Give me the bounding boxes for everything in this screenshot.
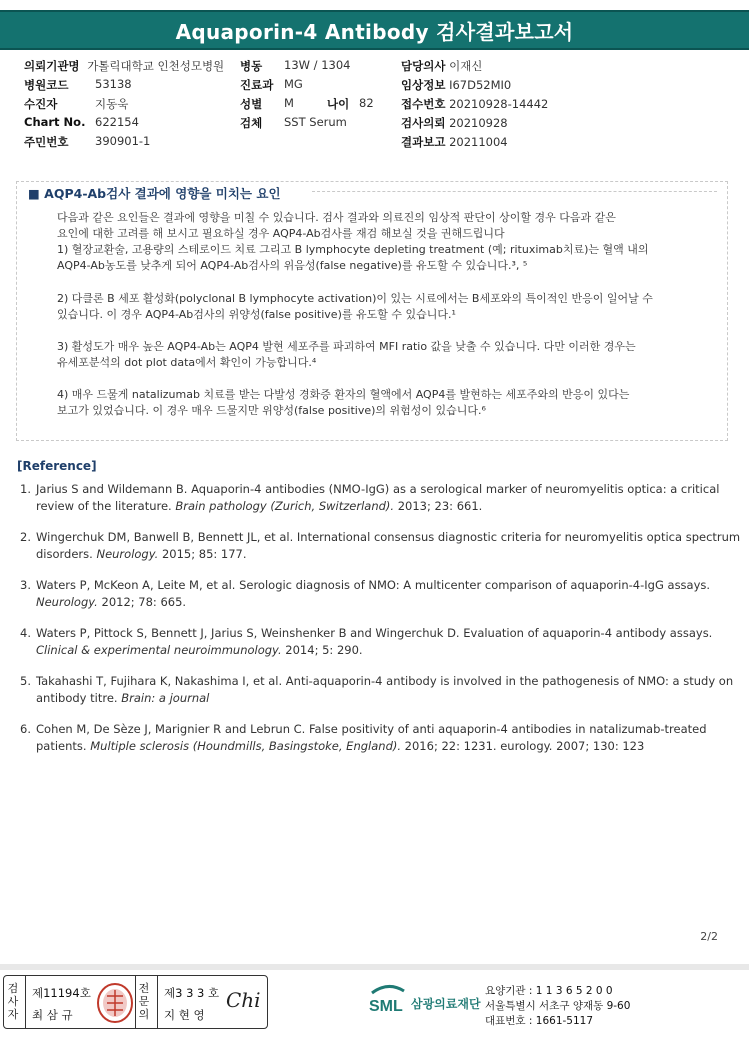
reference-journal: Neurology. [36, 595, 98, 609]
label-requesting-institution: 의뢰기관명 [24, 59, 80, 73]
label-hospital-code: 병원코드 [24, 78, 69, 92]
reference-authors-title: Jarius S and Wildemann B. Aquaporin-4 antibodies (NMO-IgG) as a serological marker of neuromyelitis optica: a critical review of the literature. [36, 482, 720, 513]
notes-item-2 [57, 291, 717, 323]
value-specimen: SST Serum [284, 115, 347, 129]
reference-journal: Neurology. [96, 547, 159, 561]
label-department: 진료과 [240, 78, 274, 92]
signature-box [3, 975, 268, 1029]
reference-text [36, 625, 745, 659]
reference-authors-title: Takahashi T, Fujihara K, Nakashima I, et al. Anti-aquaporin-4 antibody is involved in the pathogenesis of NMO: a study on antibody titre. [36, 674, 734, 705]
references-title: [Reference] [17, 459, 97, 473]
reference-number: 6. [20, 722, 31, 736]
reference-number: 2. [20, 530, 31, 544]
info-row-2-col-3 [401, 77, 511, 93]
value-age: 82 [359, 96, 374, 110]
reference-text [36, 481, 745, 515]
contact-line: 요양기관 : 1 1 3 6 5 2 0 0 [485, 985, 613, 997]
label-receipt-no: 접수번호 [401, 97, 446, 111]
label-chart-no: Chart No. [24, 115, 86, 129]
notes-item-3-line: 3) 활성도가 매우 높은 AQP4-Ab는 AQP4 발현 세포주를 파괴하여 MFI ratio 값을 낮출 수 있습니다. 다만 이러한 경우는 [57, 340, 636, 353]
divider [135, 976, 136, 1028]
contact-line: 대표번호 : 1661-5117 [485, 1015, 594, 1027]
section-divider [312, 191, 717, 192]
label-resident-no: 주민번호 [24, 135, 69, 149]
info-row-1-col-2 [240, 58, 351, 74]
value-ward: 13W / 1304 [284, 58, 351, 72]
reference-text [36, 721, 745, 755]
label-sex: 성별 [240, 97, 263, 111]
logo-text: SML [369, 998, 403, 1015]
notes-intro-line: 요인에 대한 고려를 해 보시고 필요하실 경우 AQP4-Ab검사를 재검 해보실 것을 권해드립니다 [57, 227, 505, 240]
reference-text [36, 577, 745, 611]
examiner-label-text: 검사자 [7, 982, 19, 1021]
notes-item-1-line: AQP4-Ab농도를 낮추게 되어 AQP4-Ab검사의 위음성(false negative)를 유도할 수 있습니다.³, ⁵ [57, 259, 528, 272]
info-row-4-col-3 [401, 115, 508, 131]
info-row-5-col-3 [401, 134, 508, 150]
reference-text [36, 529, 745, 563]
specialist-license-no: 제3 3 3 호 [164, 986, 220, 1000]
reference-authors-title: Waters P, Pittock S, Bennett J, Jarius S, Weinshenker B and Wingerchuk D. Evaluation of aquaporin-4 antibody assays. [36, 626, 713, 640]
report-header [0, 0, 749, 52]
contact-line: 서울특별시 서초구 양재동 9-60 [485, 1000, 631, 1012]
notes-item-2-line: 있습니다. 이 경우 AQP4-Ab검사의 위양성(false positive)를 유도할 수 있습니다.¹ [57, 308, 456, 321]
reference-number: 3. [20, 578, 31, 592]
notes-item-3-line: 유세포분석의 dot plot data에서 확인이 가능합니다.⁴ [57, 356, 317, 369]
sml-logo-icon [368, 983, 408, 1015]
divider [157, 976, 158, 1028]
info-row-4-col-1 [24, 115, 139, 129]
info-row-5-col-1 [24, 134, 151, 150]
notes-item-2-line: 2) 다클론 B 세포 활성화(polyclonal B lymphocyte activation)이 있는 시료에서는 B세포와의 특이적인 반응이 일어날 수 [57, 292, 653, 305]
reference-number: 1. [20, 482, 31, 496]
value-hospital-code: 53138 [95, 77, 132, 91]
reference-citation: 2012; 78: 665. [97, 595, 187, 609]
specialist-label [138, 982, 152, 1021]
notes-section-title: ■ AQP4-Ab검사 결과에 영향을 미치는 요인 [28, 186, 281, 201]
examiner-seal-icon [96, 982, 134, 1024]
reference-number: 5. [20, 674, 31, 688]
notes-item-4 [57, 387, 717, 419]
notes-item-1-line: 1) 혈장교환술, 고용량의 스테로이드 치료 그리고 B lymphocyte depleting treatment (예; rituximab치료)는 혈액 내의 [57, 243, 649, 256]
label-patient-name: 수진자 [24, 97, 58, 111]
reference-item [20, 481, 745, 515]
reference-authors-title: Wingerchuk DM, Banwell B, Bennett JL, et al. International consensus diagnostic criteria for neuromyelitis optica spectrum disorders. [36, 530, 741, 561]
reference-citation: 2013; 23: 661. [394, 499, 483, 513]
notes-item-3 [57, 339, 717, 371]
reference-citation: 2016; 22: 1231. eurology. 2007; 130: 123 [401, 739, 645, 753]
label-report-date: 결과보고 [401, 135, 446, 149]
notes-item-4-line: 보고가 있었습니다. 이 경우 매우 드물지만 위양성(false positive)의 위험성이 있습니다.⁶ [57, 404, 486, 417]
reference-item [20, 673, 745, 707]
value-report-date: 20211004 [449, 135, 508, 149]
reference-journal: Brain: a journal [121, 691, 210, 705]
divider [25, 976, 26, 1028]
specialist-label-text: 전문의 [138, 982, 150, 1021]
reference-journal: Multiple sclerosis (Houndmills, Basingstoke, England). [90, 739, 402, 753]
examiner-license-no: 제11194호 [32, 986, 91, 1000]
report-title: Aquaporin-4 Antibody 검사결과보고서 [175, 20, 574, 44]
label-doctor: 담당의사 [401, 59, 446, 73]
value-chart-no: 622154 [95, 115, 139, 129]
label-request-date: 검사의뢰 [401, 116, 446, 130]
organization-name: 삼광의료재단 [411, 997, 481, 1011]
notes-item-4-line: 4) 매우 드물게 natalizumab 치료를 받는 다발성 경화증 환자의 혈액에서 AQP4를 발현하는 세포주와의 반응이 있다는 [57, 388, 630, 401]
info-row-3-col-3 [401, 96, 548, 112]
footer-separator [0, 964, 749, 970]
info-row-4-col-2 [240, 115, 347, 131]
label-ward: 병동 [240, 59, 263, 73]
info-row-1-col-3 [401, 58, 482, 74]
value-resident-no: 390901-1 [95, 134, 151, 148]
info-row-3-col-2 [240, 96, 374, 112]
reference-authors-title: Cohen M, De Sèze J, Marignier R and Lebrun C. False positivity of anti aquaporin-4 antibodies in natalizumab-treated patients. [36, 722, 707, 753]
notes-intro-line: 다음과 같은 요인들은 결과에 영향을 미칠 수 있습니다. 검사 결과와 의료진의 임상적 판단이 상이할 경우 다음과 같은 [57, 211, 616, 224]
value-requesting-institution: 가톨릭대학교 인천성모병원 [87, 59, 225, 73]
reference-item [20, 721, 745, 755]
value-receipt-no: 20210928-14442 [449, 97, 549, 111]
value-patient-name: 지동욱 [95, 97, 129, 111]
specialist-name: 지 현 영 [164, 1008, 205, 1022]
reference-item [20, 577, 745, 611]
sml-logo [368, 983, 408, 1019]
reference-authors-title: Waters P, McKeon A, Leite M, et al. Serologic diagnosis of NMO: A multicenter comparison of aquaporin-4-IgG assays. [36, 578, 711, 592]
label-clinical-info: 임상정보 [401, 78, 446, 92]
examiner-label [7, 982, 21, 1021]
value-department: MG [284, 77, 303, 91]
examiner-name: 최 삼 규 [32, 1008, 73, 1022]
label-specimen: 검체 [240, 116, 263, 130]
notes-intro [57, 210, 717, 274]
reference-text [36, 673, 745, 707]
value-sex: M [284, 96, 294, 110]
reference-item [20, 625, 745, 659]
value-clinical-info: I67D52MI0 [449, 78, 512, 92]
reference-citation: 2014; 5: 290. [281, 643, 363, 657]
reference-item [20, 529, 745, 563]
label-age: 나이 [327, 97, 350, 111]
page-number: 2/2 [700, 930, 718, 943]
reference-number: 4. [20, 626, 31, 640]
info-row-3-col-1 [24, 96, 129, 112]
value-doctor: 이재신 [449, 59, 483, 73]
info-row-2-col-1 [24, 77, 132, 93]
value-request-date: 20210928 [449, 116, 508, 130]
reference-journal: Brain pathology (Zurich, Switzerland). [175, 499, 395, 513]
specialist-signature: Chi [226, 988, 261, 1012]
info-row-1-col-1 [24, 58, 224, 74]
info-row-2-col-2 [240, 77, 303, 93]
reference-citation: 2015; 85: 177. [158, 547, 247, 561]
reference-journal: Clinical & experimental neuroimmunology. [36, 643, 282, 657]
